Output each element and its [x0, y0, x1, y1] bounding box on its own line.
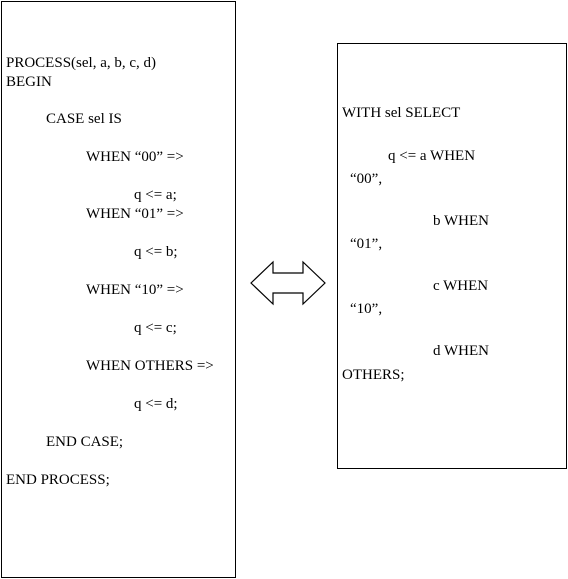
code-line-end-case: END CASE;	[46, 434, 124, 450]
code-line-assign-c: q <= c;	[134, 320, 177, 336]
with-select-panel	[337, 43, 567, 469]
code-line-b-when: b WHEN	[433, 213, 489, 229]
code-line-when-others: WHEN OTHERS =>	[86, 358, 214, 374]
code-line-q-assign-a: q <= a WHEN	[388, 148, 476, 164]
code-line-assign-b: q <= b;	[134, 244, 178, 260]
code-line-choice-01: “01”,	[350, 236, 383, 252]
code-line-choice-00: “00”,	[350, 171, 383, 187]
case-statement-panel	[1, 1, 236, 578]
code-line-with-select: WITH sel SELECT	[342, 105, 461, 121]
code-line-others: OTHERS;	[342, 367, 405, 383]
code-line-case: CASE sel IS	[46, 111, 122, 127]
code-line-process: PROCESS(sel, a, b, c, d)	[6, 55, 156, 71]
code-line-begin: BEGIN	[6, 74, 52, 90]
code-line-assign-a: q <= a;	[134, 187, 177, 203]
code-line-d-when: d WHEN	[433, 343, 489, 359]
code-line-choice-10: “10”,	[350, 301, 383, 317]
double-headed-arrow-icon	[249, 260, 329, 306]
code-line-when-01: WHEN “01” =>	[86, 206, 184, 222]
code-line-assign-d: q <= d;	[134, 396, 178, 412]
code-line-when-00: WHEN “00” =>	[86, 149, 184, 165]
code-line-when-10: WHEN “10” =>	[86, 282, 184, 298]
code-line-end-process: END PROCESS;	[6, 472, 110, 488]
code-line-c-when: c WHEN	[433, 278, 489, 294]
